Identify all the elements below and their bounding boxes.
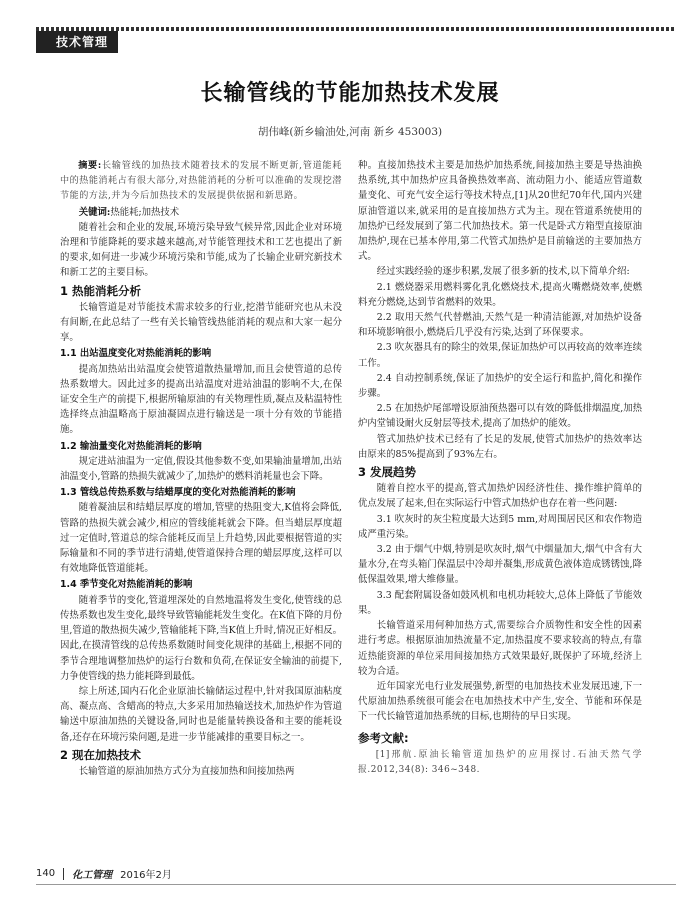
issue-date: 2016年2月 — [120, 870, 172, 881]
section-3-paragraph-3: 近年国家光电行业发展强势,新型的电加热技术业发展迅速,下一代原油加热系统很可能会在电加热技术中产生,安全、节能和环保是下一代长输管道加热系统的目标,也期待的早日实现。 — [358, 680, 642, 723]
section-1-4-heading: 1.4 季节变化对热能消耗的影响 — [60, 579, 193, 591]
section-2-summary: 管式加热炉技术已经有了长足的发展,使管式加热炉的热效率达由原来的85%提高到了93%左右。 — [358, 433, 642, 460]
section-3-2-item: 3.2 由于烟气中烟,特别是吹灰时,烟气中烟量加大,烟气中含有大量水分,在弯头箱门保温层中冷却并凝集,形成黄色液体造成锈锈蚀,降低保温效果,增大维修量。 — [358, 544, 642, 586]
page-number: 140 — [36, 868, 56, 879]
reference-item: [1]邢航.原油长输管道加热炉的应用探讨.石油天然气学报.2012,34(8): 346~348. — [358, 749, 642, 775]
right-column — [358, 158, 642, 778]
section-1-paragraph: 长输管道是对节能技术需求较多的行业,挖潜节能研究也从未没有间断,在此总结了一些有关长输管线热能消耗的观点和大家一起分享。 — [60, 301, 342, 344]
abstract — [60, 158, 342, 205]
section-2-1-item: 2.1 燃烧器采用燃料雾化乳化燃烧技术,提高火嘴燃烧效率,使燃料充分燃烧,达到节省燃料的效果。 — [358, 281, 642, 308]
top-rule — [36, 27, 676, 31]
section-2-5-item: 2.5 在加热炉尾部增设原油预热器可以有效的降低排烟温度,加热炉内堂铺设耐火反射层等技术,提高了加热炉的能效。 — [358, 403, 642, 430]
section-3-3-item: 3.3 配套附属设备如鼓风机和电机功耗较大,总体上降低了节能效果。 — [358, 589, 642, 616]
section-1-3-heading: 1.3 管线总传热系数与结蜡厚度的变化对热能消耗的影响 — [60, 487, 296, 499]
intro-paragraph: 随着社会和企业的发展,环境污染导致气候异常,因此企业对环境治理和节能降耗的要求越来越高,对节能管理技术和工艺也提出了新的要求,如何进一步减少环境污染和节能,成为了长输企业研究新技术和新工艺的主要目标。 — [60, 221, 342, 279]
article-title: 长输管线的节能加热技术发展 — [200, 81, 500, 106]
keywords-text: 热能耗;加热技术 — [110, 206, 180, 218]
left-column — [60, 158, 342, 779]
section-2-3-item: 2.3 吹灰器具有的除尘的效果,保证加热炉可以再较高的效率连续工作。 — [358, 342, 642, 369]
section-tag: 技术管理 — [36, 31, 118, 53]
abstract-label: 摘要: — [78, 160, 102, 171]
section-2-paragraph-start: 长输管道的原油加热方式分为直接加热和间接加热两 — [78, 765, 295, 777]
journal-name: 化工管理 — [72, 870, 113, 881]
footer-divider — [63, 868, 64, 880]
section-1-summary: 综上所述,国内石化企业原油长输储运过程中,针对我国原油粘度高、凝点高、含蜡高的特点,大多采用加热输送技术,加热炉作为管道输送中原油加热的关键设备,同时也是能量转换设备和主要的能耗设备,还存在环境污染问题,是进一步节能减排的重要目标之一。 — [60, 685, 342, 743]
section-2-heading: 2 现在加热技术 — [60, 747, 142, 762]
section-1-2-heading: 1.2 输油量变化对热能消耗的影响 — [60, 440, 202, 452]
bottom-rule — [36, 884, 676, 885]
section-1-1-paragraph: 提高加热站出站温度会使管道散热量增加,而且会使管道的总传热系数增大。因此过多的提高出站温度对进站油温的影响不大,在保证安全生产的前提下,根据所输原油的有关物理性质,凝点及粘温特性选择终点油温略高于原油凝固点进行输送是一项十分有效的节能措施。 — [60, 363, 342, 436]
section-2-experience: 经过实践经验的逐步积累,发展了很多新的技术,以下简单介绍: — [376, 266, 630, 278]
section-1-1-heading: 1.1 出站温度变化对热能消耗的影响 — [60, 348, 212, 360]
abstract-text: 长输管线的加热技术随着技术的发展不断更新,管道能耗中的热能消耗占有很大部分,对热能消耗的分析可以准确的发现挖潜节能的方法,并为今后加热技术的发展提供依据和新思路。 — [60, 161, 342, 202]
section-1-3-paragraph: 随着凝油层和结蜡层厚度的增加,管壁的热阻变大,K值将会降低,管路的热损失就会减少,相应的管线能耗就会下降。但当蜡层厚度超过一定值时,管道总的综合能耗反而呈上升趋势,因此要根据管道的实际输量和不同的季节进行清蜡,使管道保持合理的蜡层厚度,这样可以有效地降低管道能耗。 — [60, 502, 342, 575]
section-3-heading: 3 发展趋势 — [358, 465, 417, 480]
keywords-label: 关键词: — [78, 206, 111, 218]
section-1-heading: 1 热能消耗分析 — [60, 283, 142, 298]
references-heading: 参考文献: — [358, 730, 409, 745]
section-3-paragraph: 随着自控水平的提高,管式加热炉因经济性佳、操作维护简单的优点发展了起来,但在实际运行中管式加热炉也存在着一些问题: — [358, 483, 642, 510]
section-1-2-paragraph: 规定进站油温为一定值,假设其他参数不变,如果输油量增加,出站油温变小,管路的热损失就减少了,加热炉的燃料消耗量也会下降。 — [60, 455, 342, 483]
page-footer — [36, 866, 172, 881]
section-3-1-item: 3.1 吹灰时的灰尘粒度最大达到5 mm,对周围居民区和农作物造成严重污染。 — [358, 513, 642, 540]
article-authors: 胡伟峰(新乡输油处,河南 新乡 453003) — [257, 126, 443, 138]
section-3-paragraph-2: 长输管道采用何种加热方式,需要综合介质物性和安全性的因素进行考虑。根据原油加热流量不定,加热温度不要求较高的特点,有靠近热能资源的单位采用间接加热方式效果最好,既保护了环境,经济上较为合适。 — [358, 620, 642, 677]
section-2-4-item: 2.4 自动控制系统,保证了加热炉的安全运行和监护,简化和操作步骤。 — [358, 372, 642, 400]
keywords — [60, 205, 342, 220]
section-2-paragraph: 种。直接加热技术主要是加热炉加热系统,间接加热主要是导热油换热系统,其中加热炉应具备换热效率高、流动阻力小、能适应管道数量变化、可充气安全运行等技术特点,[1]从20世纪70年代,国内兴建原油管道以来,就采用的是直接加热方式为主。现在管道系统使用的加热炉已经发展到了第二代加热技术。第一代是卧式方箱型直接原油加热炉,现在已基本停用,第二代管式加热炉是目前输送的主要加热方式。 — [358, 160, 642, 263]
section-1-4-paragraph: 随着季节的变化,管道埋深处的自然地温将发生变化,使管线的总传热系数也发生变化,最终导致管输能耗发生变化。在K值下降的月份里,管道的散热损失减少,管输能耗下降,当K值上升时,情况正好相反。因此,在摸清管线的总传热系数随时间变化规律的基础上,根据不同的季节合理地调整加热炉的运行台数和负荷,在保证安全输油的前提下,力争使管线的热力能耗降到最低。 — [60, 594, 342, 682]
section-2-2-item: 2.2 取用天然气代替燃油,天然气是一种清洁能源,对加热炉设备和环境影响很小,燃烧后几乎没有污染,达到了环保要求。 — [358, 312, 642, 339]
